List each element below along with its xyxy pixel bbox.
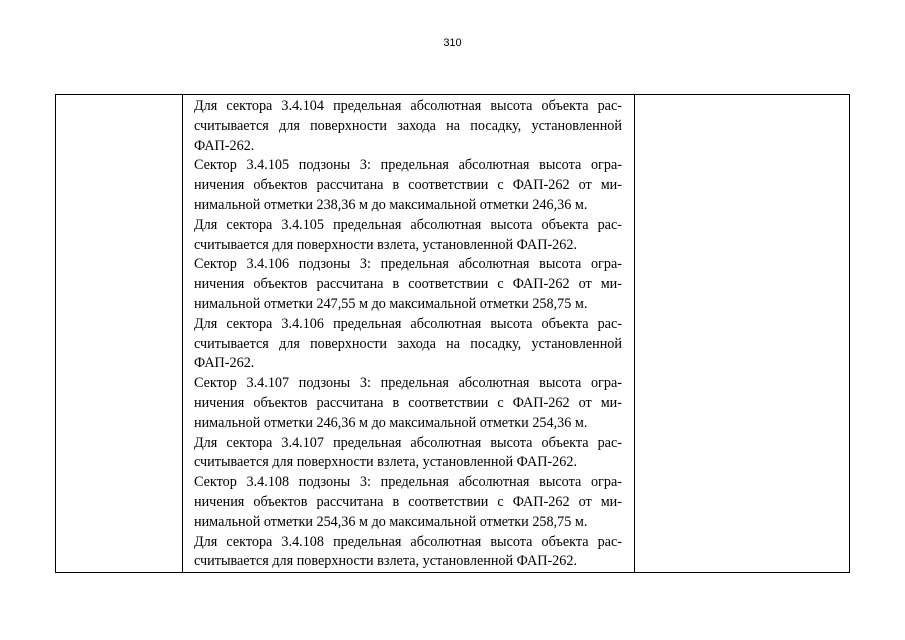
- text-line: Для сектора 3.4.107 предельная абсолютная высота объекта рас-: [194, 434, 622, 451]
- text-line: ничения объектов рассчитана в соответствии с ФАП-262 от ми-: [194, 493, 622, 510]
- text-line: нимальной отметки 246,36 м до максимальной отметки 254,36 м.: [194, 414, 588, 431]
- text-line: ничения объектов рассчитана в соответствии с ФАП-262 от ми-: [194, 394, 622, 411]
- table-cell-description: [194, 97, 622, 572]
- text-line: ФАП-262.: [194, 137, 255, 154]
- text-line: ничения объектов рассчитана в соответствии с ФАП-262 от ми-: [194, 177, 622, 194]
- text-line: нимальной отметки 254,36 м до максимальной отметки 258,75 м.: [194, 513, 588, 530]
- text-line: считывается для поверхности взлета, установленной ФАП-262.: [194, 553, 578, 570]
- text-line: нимальной отметки 247,55 м до максимальной отметки 258,75 м.: [194, 295, 588, 312]
- text-line: считывается для поверхности взлета, установленной ФАП-262.: [194, 236, 578, 253]
- text-line: считывается для поверхности захода на посадку, установленной: [194, 335, 622, 352]
- text-line: Для сектора 3.4.106 предельная абсолютная высота объекта рас-: [194, 315, 622, 332]
- text-line: Для сектора 3.4.104 предельная абсолютная высота объекта рас-: [194, 98, 622, 114]
- document-table: [55, 94, 850, 573]
- text-line: Для сектора 3.4.108 предельная абсолютная высота объекта рас-: [194, 533, 622, 550]
- text-line: Для сектора 3.4.105 предельная абсолютная высота объекта рас-: [194, 216, 622, 233]
- column-divider-right: [634, 95, 635, 572]
- text-line: нимальной отметки 238,36 м до максимальной отметки 246,36 м.: [194, 196, 588, 213]
- text-line: Сектор 3.4.107 подзоны 3: предельная абсолютная высота огра-: [194, 375, 622, 392]
- text-line: считывается для поверхности захода на посадку, установленной: [194, 117, 622, 134]
- column-divider-left: [182, 95, 183, 572]
- text-line: ФАП-262.: [194, 355, 255, 372]
- text-line: ничения объектов рассчитана в соответствии с ФАП-262 от ми-: [194, 276, 622, 293]
- text-line: Сектор 3.4.108 подзоны 3: предельная абсолютная высота огра-: [194, 474, 622, 491]
- text-line: Сектор 3.4.105 подзоны 3: предельная абсолютная высота огра-: [194, 157, 622, 174]
- text-line: считывается для поверхности взлета, установленной ФАП-262.: [194, 454, 578, 471]
- page-number: 310: [443, 37, 462, 49]
- text-line: Сектор 3.4.106 подзоны 3: предельная абсолютная высота огра-: [194, 256, 622, 273]
